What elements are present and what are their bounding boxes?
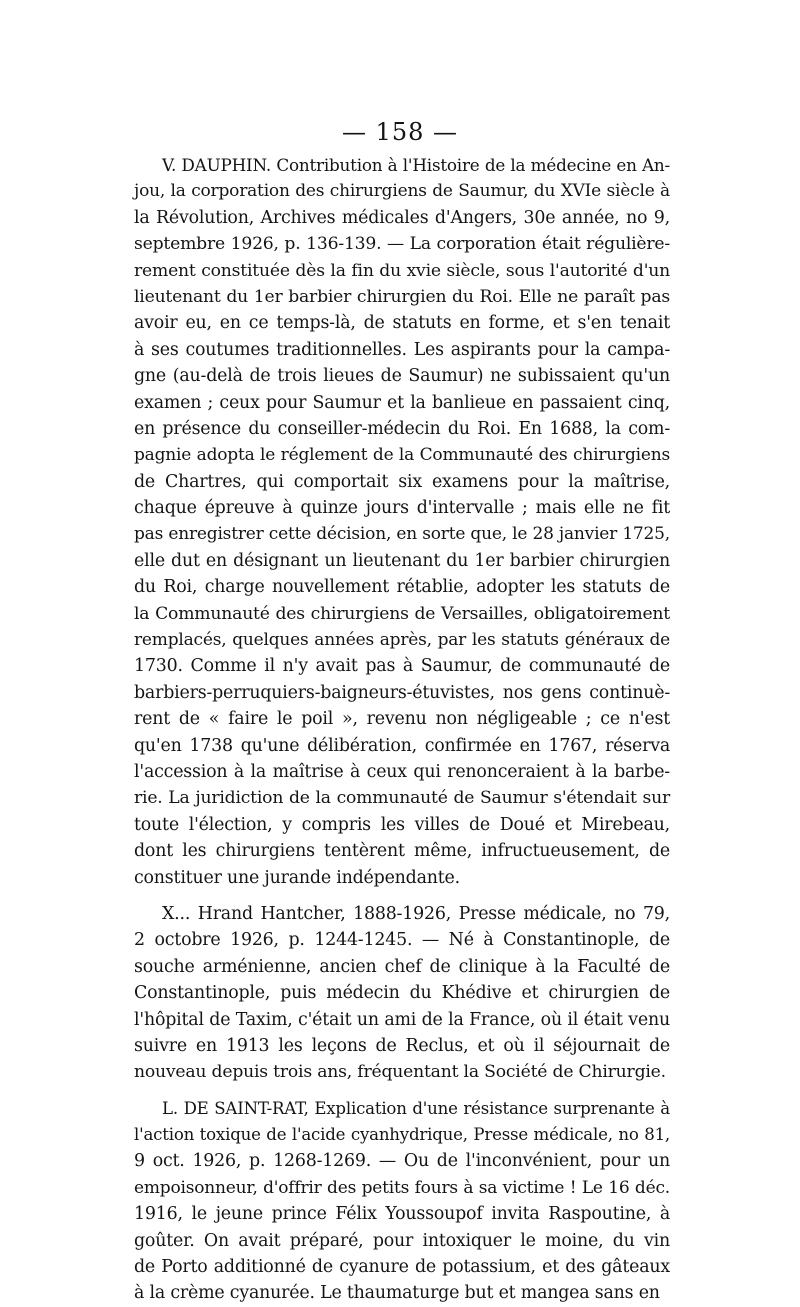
text-line: X... Hrand Hantcher, 1888-1926, Presse médicale, no 79,	[162, 903, 670, 924]
text-line: l'hôpital de Taxim, c'était un ami de la France, où il était venu	[134, 1009, 670, 1030]
text-line: de Chartres, qui comportait six examens pour la maîtrise,	[134, 471, 670, 492]
text-line: remplacés, quelques années après, par les statuts généraux de	[134, 630, 670, 651]
text-line: en présence du conseiller-médecin du Roi. En 1688, la com-	[134, 418, 670, 439]
text-line: elle dut en désignant un lieutenant du 1er barbier chirurgien	[134, 550, 670, 571]
text-line: l'action toxique de l'acide cyanhydrique, Presse médicale, no 81,	[134, 1125, 670, 1145]
text-line: Constantinople, puis médecin du Khédive et chirurgien de	[134, 983, 670, 1004]
body-text	[134, 152, 670, 1307]
text-line: rent de « faire le poil », revenu non négligeable ; ce n'est	[134, 709, 670, 730]
text-line: jou, la corporation des chirurgiens de Saumur, du XVIe siècle à	[134, 181, 670, 202]
text-line: empoisonneur, d'offrir des petits fours à sa victime ! Le 16 déc.	[134, 1177, 670, 1198]
text-line: dont les chirurgiens tentèrent même, infructueusement, de	[134, 841, 670, 862]
text-line: suivre en 1913 les leçons de Reclus, et où il séjournait de	[134, 1035, 670, 1056]
text-line: avoir eu, en ce temps-là, de statuts en forme, et s'en tenait	[134, 313, 670, 334]
text-line: souche arménienne, ancien chef de clinique à la Faculté de	[134, 956, 670, 977]
page-number: — 158 —	[341, 118, 459, 146]
text-line: qu'en 1738 qu'une délibération, confirmée en 1767, réserva	[134, 735, 670, 756]
text-line: gne (au-delà de trois lieues de Saumur) ne subissaient qu'un	[134, 366, 670, 387]
text-line: de Porto additionné de cyanure de potassium, et des gâteaux	[134, 1257, 670, 1278]
text-line: la Communauté des chirurgiens de Versailles, obligatoirement	[134, 603, 670, 624]
text-line: rie. La juridiction de la communauté de Saumur s'étendait sur	[134, 788, 670, 809]
text-line: chaque épreuve à quinze jours d'intervalle ; mais elle ne fit	[134, 498, 670, 519]
text-line: V. DAUPHIN. Contribution à l'Histoire de la médecine en An-	[162, 155, 670, 175]
paragraph-dauphin	[134, 152, 670, 891]
text-line: L. DE SAINT-RAT, Explication d'une résistance surprenante à	[162, 1098, 670, 1118]
text-line: examen ; ceux pour Saumur et la banlieue en passaient cinq,	[134, 392, 670, 413]
text-line: 9 oct. 1926, p. 1268-1269. — Ou de l'inconvénient, pour un	[134, 1151, 670, 1172]
text-line: nouveau depuis trois ans, fréquentant la Société de Chirurgie.	[134, 1062, 666, 1083]
text-line: septembre 1926, p. 136-139. — La corporation était régulière-	[134, 234, 670, 255]
text-line: goûter. On avait préparé, pour intoxiquer le moine, du vin	[134, 1230, 670, 1251]
paragraph-saint-rat	[134, 1096, 670, 1307]
text-line: à ses coutumes traditionnelles. Les aspirants pour la campa-	[134, 339, 670, 360]
text-line: constituer une jurande indépendante.	[134, 867, 460, 888]
text-line: 1916, le jeune prince Félix Youssoupof invita Raspoutine, à	[134, 1204, 670, 1225]
text-line: rement constituée dès la fin du xvie siècle, sous l'autorité d'un	[134, 260, 670, 281]
text-line: lieutenant du 1er barbier chirurgien du Roi. Elle ne paraît pas	[134, 286, 670, 307]
text-line: à la crème cyanurée. Le thaumaturge but et mangea sans en	[134, 1283, 660, 1304]
text-line: pagnie adopta le réglement de la Communauté des chirurgiens	[134, 445, 670, 466]
text-line: 2 octobre 1926, p. 1244-1245. — Né à Constantinople, de	[134, 930, 670, 951]
text-line: la Révolution, Archives médicales d'Angers, 30e année, no 9,	[134, 207, 670, 228]
paragraph-hantcher	[134, 901, 670, 1086]
text-line: l'accession à la maîtrise à ceux qui renonceraient à la barbe-	[134, 761, 670, 782]
text-line: toute l'élection, y compris les villes de Doué et Mirebeau,	[134, 814, 670, 835]
text-line: pas enregistrer cette décision, en sorte que, le 28 janvier 1725,	[134, 524, 670, 545]
text-line: barbiers-perruquiers-baigneurs-étuvistes, nos gens continuè-	[134, 682, 670, 703]
text-line: du Roi, charge nouvellement rétablie, adopter les statuts de	[134, 577, 670, 598]
text-line: 1730. Comme il n'y avait pas à Saumur, de communauté de	[134, 656, 670, 677]
